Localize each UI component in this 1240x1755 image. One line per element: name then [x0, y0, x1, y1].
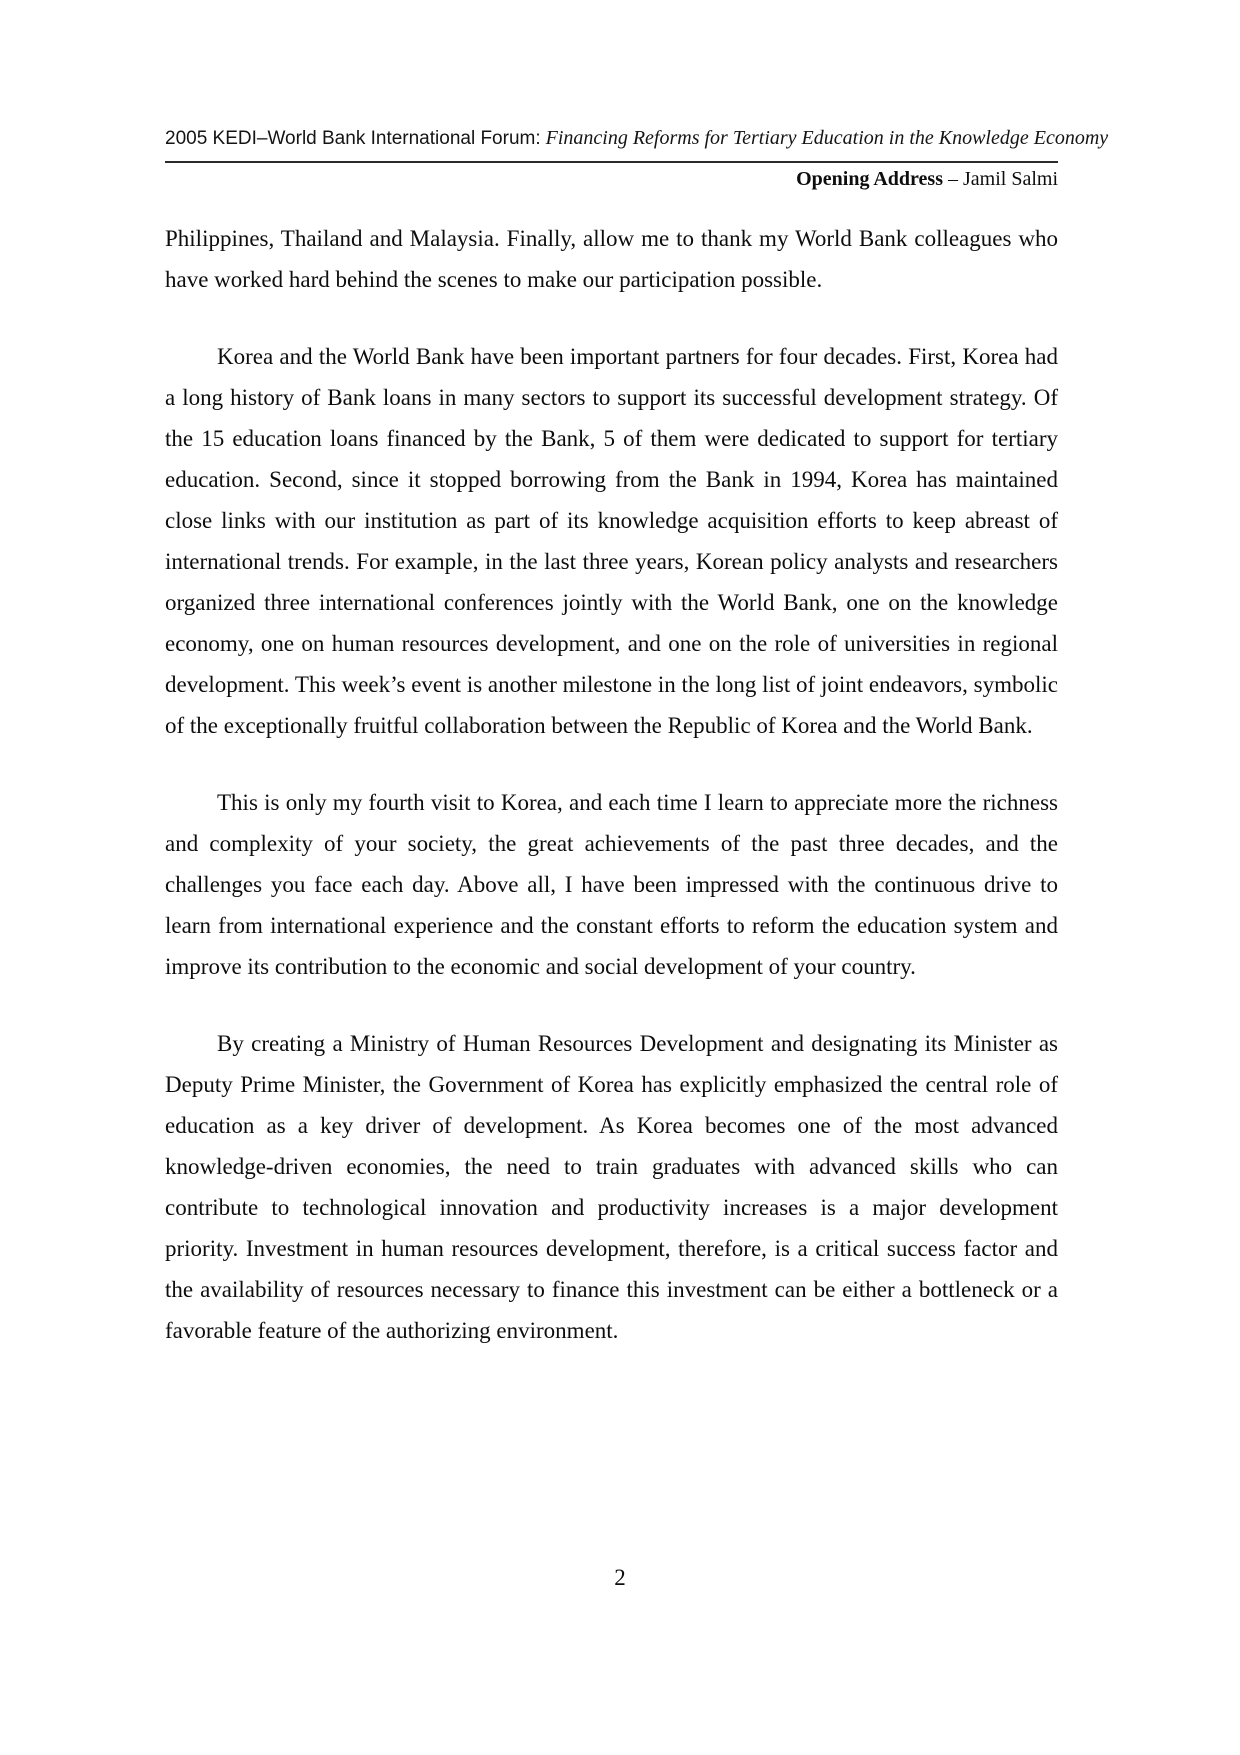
section-author: – Jamil Salmi — [943, 168, 1058, 190]
paragraph: By creating a Ministry of Human Resources Development and designating its Minister as Deputy Prime Minister, the Government of Korea has explicitly emphasized the central role of education as a key driver of development. As Korea becomes one of the most advanced knowledge-driven economies, the need to train graduates with advanced skills who can contribute to technological innovation and productivity increases is a major development priority. Investment in human resources development, therefore, is a critical success factor and the availability of resources necessary to finance this investment can be either a bottleneck or a favorable feature of the authorizing environment. — [165, 1031, 1058, 1343]
document-body — [0, 192, 1240, 1351]
page-header — [0, 0, 1240, 192]
paragraph: This is only my fourth visit to Korea, and each time I learn to appreciate more the richness and complexity of your society, the great achievements of the past three decades, and the challenges you face each day. Above all, I have been impressed with the continuous drive to learn from international experience and the constant efforts to reform the education system and improve its contribution to the economic and social development of your country. — [165, 790, 1058, 979]
paragraph-continuation: Philippines, Thailand and Malaysia. Finally, allow me to thank my World Bank colleagues who have worked hard behind the scenes to make our participation possible. — [165, 226, 1058, 292]
section-byline — [165, 166, 1058, 192]
section-title: Opening Address — [796, 168, 943, 190]
forum-subtitle: Financing Reforms for Tertiary Education in the Knowledge Economy — [540, 127, 1109, 149]
paragraph: Korea and the World Bank have been important partners for four decades. First, Korea had a long history of Bank loans in many sectors to support its successful development strategy. Of the 15 education loans financed by the Bank, 5 of them were dedicated to support for tertiary education. Second, since it stopped borrowing from the Bank in 1994, Korea has maintained close links with our institution as part of its knowledge acquisition efforts to keep abreast of international trends. For example, in the last three years, Korean policy analysts and researchers organized three international conferences jointly with the World Bank, one on the knowledge economy, one on human resources development, and one on the role of universities in regional development. This week’s event is another milestone in the long list of joint endeavors, symbolic of the exceptionally fruitful collaboration between the Republic of Korea and the World Bank. — [165, 344, 1058, 738]
forum-name: 2005 KEDI–World Bank International Forum: — [165, 128, 541, 149]
header-divider — [165, 161, 1058, 163]
page-number: 2 — [614, 1565, 626, 1590]
running-header — [165, 126, 1109, 151]
